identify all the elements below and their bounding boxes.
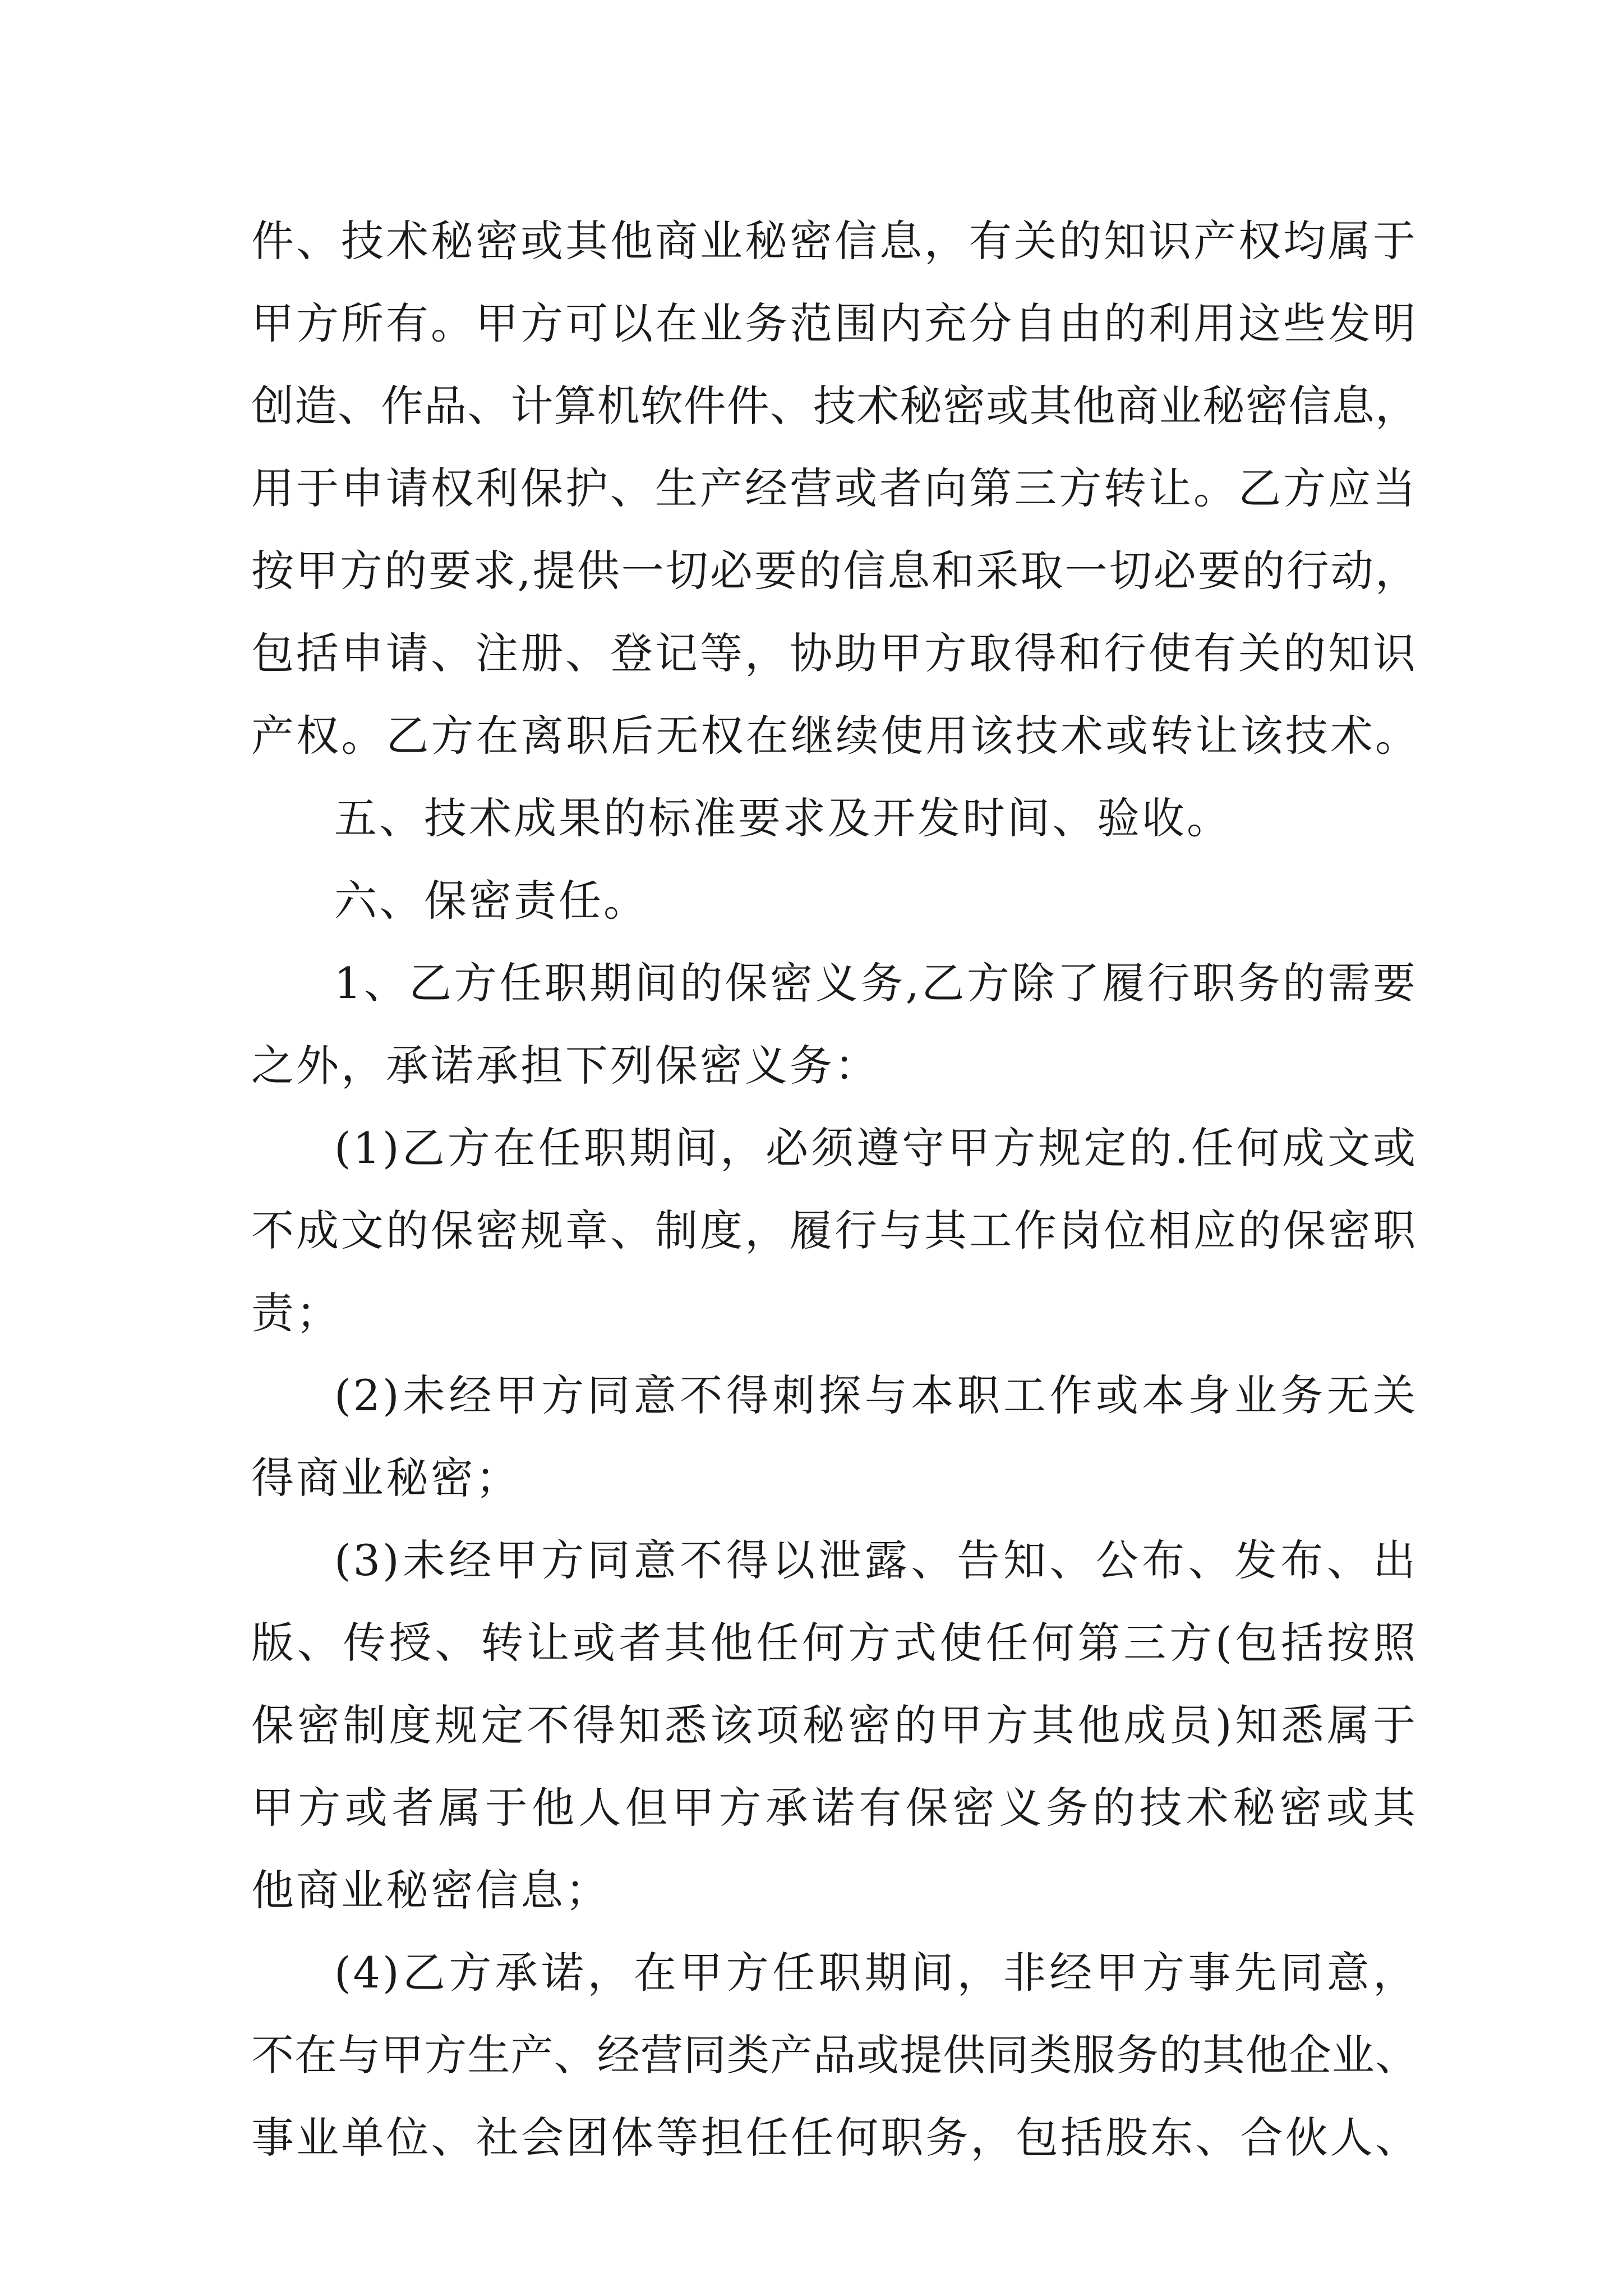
text-line: 按甲方的要求,提供一切必要的信息和采取一切必要的行动， (251, 546, 1418, 596)
text-line: (3)未经甲方同意不得以泄露、告知、公布、发布、出 (334, 1535, 1418, 1585)
document-body (251, 200, 1418, 2179)
text-line: 产权。乙方在离职后无权在继续使用该技术或转让该技术。 (251, 711, 1418, 761)
text-line: 版、传授、转让或者其他任何方式使任何第三方(包括按照 (251, 1618, 1418, 1668)
text-line: 甲方或者属于他人但甲方承诺有保密义务的技术秘密或其 (251, 1783, 1418, 1833)
text-line: 包括申请、注册、登记等，协助甲方取得和行使有关的知识 (251, 628, 1418, 678)
text-line: (2)未经甲方同意不得刺探与本职工作或本身业务无关 (334, 1370, 1418, 1420)
section-heading-6: 六、保密责任。 (334, 876, 648, 926)
text-line: 1、乙方任职期间的保密义务,乙方除了履行职务的需要 (334, 958, 1418, 1008)
text-line: (4)乙方承诺，在甲方任职期间，非经甲方事先同意， (334, 1948, 1418, 1998)
text-line: 用于申请权利保护、生产经营或者向第三方转让。乙方应当 (251, 463, 1418, 513)
text-line: 不在与甲方生产、经营同类产品或提供同类服务的其他企业、 (251, 2030, 1418, 2080)
text-line: 不成文的保密规章、制度，履行与其工作岗位相应的保密职 (251, 1205, 1418, 1255)
text-line: 创造、作品、计算机软件件、技术秘密或其他商业秘密信息， (251, 381, 1418, 431)
text-line: (1)乙方在任职期间，必须遵守甲方规定的.任何成文或 (334, 1123, 1418, 1173)
section-heading-5: 五、技术成果的标准要求及开发时间、验收。 (334, 793, 1232, 843)
text-line: 责； (251, 1288, 341, 1338)
text-line: 保密制度规定不得知悉该项秘密的甲方其他成员)知悉属于 (251, 1700, 1418, 1750)
text-line: 甲方所有。甲方可以在业务范围内充分自由的利用这些发明 (251, 298, 1418, 348)
text-line: 得商业秘密； (251, 1453, 520, 1503)
text-line: 件、技术秘密或其他商业秘密信息，有关的知识产权均属于 (251, 216, 1418, 266)
text-line: 事业单位、社会团体等担任任何职务，包括股东、合伙人、 (251, 2113, 1418, 2162)
text-line: 他商业秘密信息； (251, 1865, 610, 1915)
text-line: 之外，承诺承担下列保密义务： (251, 1041, 879, 1091)
